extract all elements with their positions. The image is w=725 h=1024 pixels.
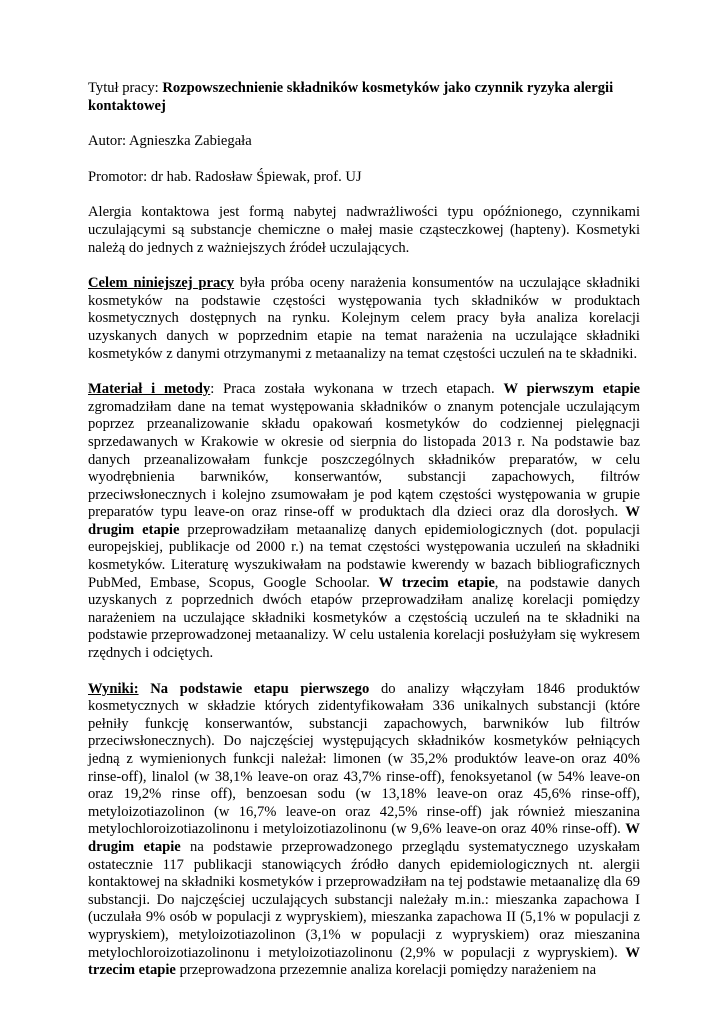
results-text-2: na podstawie przeprowadzonego przeglądu systematycznego uzyskałam ostatecznie 117 publikacji stanowiących źródło danych epidemiologicznych nt. alergii kontaktowej na składniki kosmetyków i przeprowadziłam na tej podstawie metaanalizę dla 69 substancji. Do najczęściej uczulających substancji należały m.in.: mieszanka zapachowa I (uczulała 9% osób w populacji z wypryskiem), mieszanka zapachowa II (5,1% w populacji z wypryskiem), metyloizotiazolinon (3,1% w populacji z wypryskiem) oraz mieszanina metylochloroizotiazolinonu i metyloizotiazolinonu (2,9% w populacji z wypryskiem). — [88, 838, 640, 961]
results-text-1: do analizy włączyłam 1846 produktów kosmetycznych w składzie których zidentyfikowałam 336 unikalnych substancji (które pełniły funkcję konserwantów, substancji zapachowych, barwników lub filtrów przeciwsłonecznych). Do najczęściej występujących składników kosmetyków pełniących jedną z wymienionych funkcji należał: limonen (w 35,2% produktów leave-on oraz 40% rinse-off), linalol (w 38,1% leave-on oraz 43,7% rinse-off), fenoksyetanol (w 54% leave-on oraz 19,2% rinse off), benzoesan sodu (w 13,18% leave-on oraz 45,6% rinse-off), metyloizotiazolinon (w 16,7% leave-on oraz 42,5% rinse-off) jak również mieszanina metylochloroizotiazolinonu i metyloizotiazolinonu (w 9,6% leave-on oraz 40% rinse-off). — [88, 680, 640, 838]
results-heading: Wyniki: — [88, 680, 139, 697]
document-page — [88, 80, 640, 998]
title-label: Tytuł pracy: — [88, 80, 163, 96]
methods-text-2: zgromadziłam dane na temat występowania składników o znanym potencjale uczulającym poprzez przeanalizowanie składu opakowań kosmetyków do codziennej pielęgnacji sprzedawanych w Krakowie w okresie od sierpnia do listopada 2013 r. Na podstawie baz danych przeanalizowałam funkcje poszczególnych składników preparatów, w celu wyodrębnienia barwników, konserwantów, substancji zapachowych, filtrów przeciwsłonecznych i kolejno zsumowałam je pod kątem częstości występowania w grupie preparatów typu leave-on oraz rinse-off w produktach dla dzieci oraz dla dorosłych. — [88, 398, 640, 521]
author-line: Autor: Agnieszka Zabiegała — [88, 133, 252, 150]
promotor-line: Promotor: dr hab. Radosław Śpiewak, prof. UJ — [88, 168, 362, 185]
methods-stage-3: W trzecim etapie — [378, 574, 495, 591]
aim-paragraph — [88, 275, 640, 363]
results-paragraph — [88, 681, 640, 980]
methods-text-4: , na podstawie danych uzyskanych z poprzednich dwóch etapów przeprowadziłam analizę korelacji pomiędzy narażeniem na uczulające składniki kosmetyków a częstością uczuleń na te składniki na podstawie przeprowadzonej metaanalizy. W celu ustalenia korelacji posłużyłam się wykresem rzędnych i odciętych. — [88, 574, 640, 662]
methods-stage-1: W pierwszym etapie — [503, 381, 640, 398]
methods-paragraph — [88, 381, 640, 663]
results-stage-3: W trzecim etapie — [88, 944, 640, 979]
title-text: Rozpowszechnienie składników kosmetyków jako czynnik ryzyka alergii kontaktowej — [88, 80, 614, 114]
aim-text: była próba oceny narażenia konsumentów na uczulające składniki kosmetyków na podstawie częstości występowania tych składników w produktach kosmetycznych dostępnych na rynku. Kolejnym celem pracy była analiza korelacji uzyskanych danych w poprzednim etapie na temat narażenia na uczulające składniki kosmetyków z danymi otrzymanymi z metaanalizy na temat częstości uczuleń na te składniki. — [88, 275, 641, 362]
methods-stage-2: W drugim etapie — [88, 504, 640, 538]
results-text-3: przeprowadzona przezemnie analiza korelacji pomiędzy narażeniem na — [175, 962, 597, 979]
intro-paragraph: Alergia kontaktowa jest formą nabytej nadwrażliwości typu opóźnionego, czynnikami uczulającymi są substancje chemiczne o małej masie cząsteczkowej (hapteny). Kosmetyki należą do jednych z ważniejszych źródeł uczulających. — [88, 204, 640, 256]
methods-text-1: : Praca została wykonana w trzech etapach. — [210, 381, 504, 398]
thesis-title — [88, 80, 640, 115]
aim-heading: Celem niniejszej pracy — [88, 275, 235, 292]
methods-heading: Materiał i metody — [88, 381, 211, 398]
methods-text-3: przeprowadziłam metaanalizę danych epidemiologicznych (dot. populacji europejskiej, publikacje od 2000 r.) na temat częstości występowania uczuleń na składniki kosmetyków. Literaturę wyszukiwałam na podstawie kwerendy w bazach bibliograficznych PubMed, Embase, Scopus, Google Schoolar. — [88, 521, 640, 591]
results-stage-1: Na podstawie etapu pierwszego — [138, 680, 370, 697]
results-stage-2: W drugim etapie — [88, 821, 640, 855]
